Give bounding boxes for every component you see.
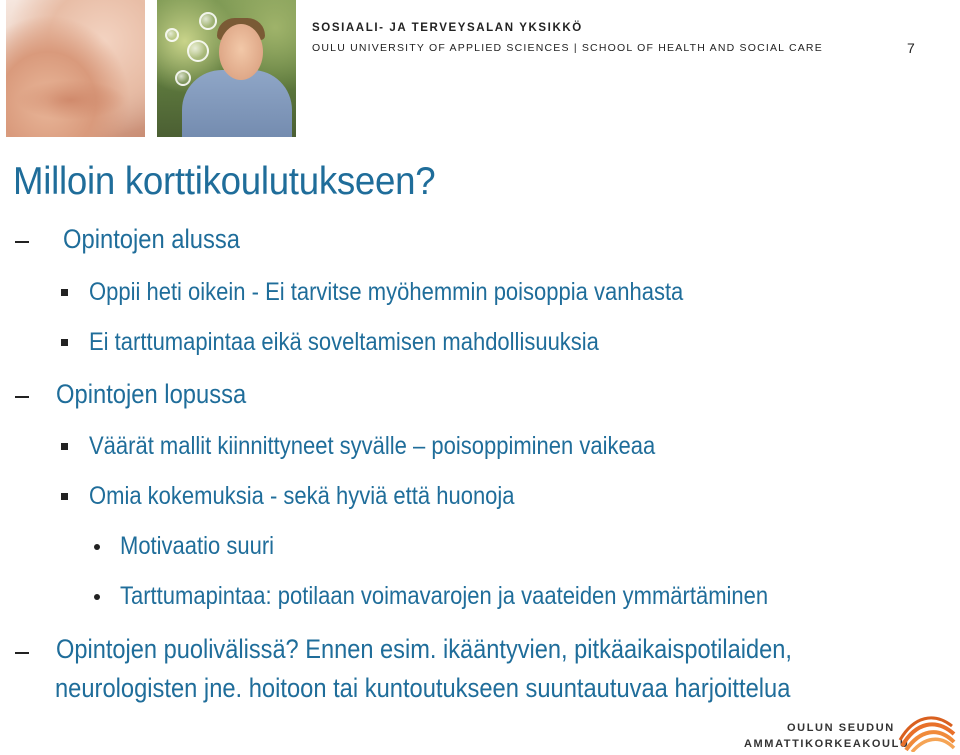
item-opintojen-lopussa: Opintojen lopussa — [56, 379, 247, 409]
item-oppii-heti-oikein: Oppii heti oikein - Ei tarvitse myöhemmin poisoppia vanhasta — [89, 278, 684, 306]
item-ei-tarttumapintaa: Ei tarttumapintaa eikä soveltamisen mahdollisuuksia — [89, 328, 599, 356]
item-opintojen-puolivalissa-cont: neurologisten jne. hoitoon tai kuntoutukseen suuntautuvaa harjoittelua — [55, 673, 791, 703]
square-bullet-icon — [61, 443, 68, 450]
square-bullet-icon — [61, 493, 68, 500]
bubble-icon — [199, 12, 217, 30]
item-vaarat-mallit: Väärät mallit kiinnittyneet syvälle – poisoppiminen vaikeaa — [89, 432, 656, 460]
bubble-icon — [187, 40, 209, 62]
item-omia-kokemuksia: Omia kokemuksia - sekä hyviä että huonoja — [89, 482, 515, 510]
bubble-icon — [175, 70, 191, 86]
square-bullet-icon — [61, 289, 68, 296]
header-unit-name: SOSIAALI- JA TERVEYSALAN YKSIKKÖ — [312, 22, 583, 34]
logo-wave-icon — [898, 712, 958, 752]
hand-fold-shade — [16, 80, 126, 120]
baby-hand-photo — [6, 0, 145, 137]
item-motivaatio-suuri: Motivaatio suuri — [120, 532, 275, 560]
boy-face — [219, 24, 263, 80]
boy-bubbles-photo — [157, 0, 296, 137]
logo-text-line2: AMMATTIKORKEAKOULU — [744, 738, 910, 750]
square-bullet-icon — [61, 339, 68, 346]
dash-bullet-icon — [15, 241, 29, 243]
round-bullet-icon — [94, 594, 100, 600]
logo-text-line1: OULUN SEUDUN — [787, 722, 895, 734]
dash-bullet-icon — [15, 396, 29, 398]
boy-hoodie — [182, 70, 292, 137]
item-tarttumapintaa-potilaan: Tarttumapintaa: potilaan voimavarojen ja vaateiden ymmärtäminen — [120, 582, 769, 610]
dash-bullet-icon — [15, 652, 29, 654]
item-opintojen-puolivalissa: Opintojen puolivälissä? Ennen esim. ikääntyvien, pitkäaikaispotilaiden, — [56, 634, 792, 664]
page-number: 7 — [907, 40, 915, 56]
item-opintojen-alussa: Opintojen alussa — [63, 224, 241, 254]
round-bullet-icon — [94, 544, 100, 550]
bubble-icon — [165, 28, 179, 42]
header-school-name: OULU UNIVERSITY OF APPLIED SCIENCES | SCHOOL OF HEALTH AND SOCIAL CARE — [312, 42, 823, 54]
slide-title: Milloin korttikoulutukseen? — [13, 160, 436, 203]
